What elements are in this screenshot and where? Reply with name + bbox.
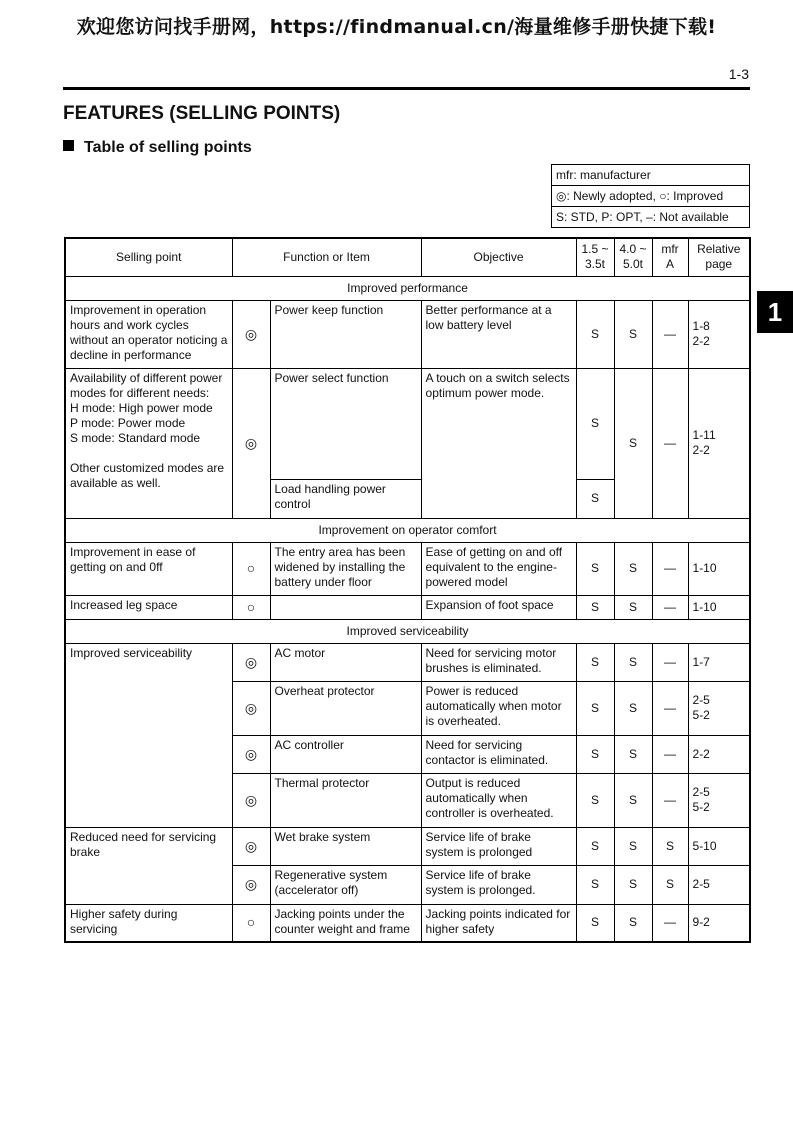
- objective-cell: Need for servicing motor brushes is eliminated.: [421, 643, 576, 681]
- objective-cell: Power is reduced automatically when motor is overheated.: [421, 681, 576, 735]
- download-banner: 欢迎您访问找手册网，https://findmanual.cn/海量维修手册快捷下载!: [76, 16, 717, 38]
- col-b-cell: S: [614, 735, 652, 773]
- col-b-cell: S: [614, 827, 652, 865]
- relative-page-cell: 5-10: [688, 827, 750, 865]
- relative-page-cell: 1-10: [688, 595, 750, 619]
- table-row: [65, 595, 750, 619]
- relative-page-cell: 1-11 2-2: [688, 368, 750, 518]
- selling-point-cell: Improved serviceability: [65, 643, 232, 827]
- table-row: [65, 300, 750, 368]
- relative-page-cell: 9-2: [688, 904, 750, 942]
- objective-cell: Service life of brake system is prolonged: [421, 827, 576, 865]
- section-comfort: Improvement on operator comfort: [65, 518, 750, 542]
- header-mfr: mfr A: [652, 238, 688, 276]
- col-b-cell: S: [614, 595, 652, 619]
- relative-page-cell: 1-7: [688, 643, 750, 681]
- function-cell: Thermal protector: [270, 773, 421, 827]
- mfr-cell: —: [652, 595, 688, 619]
- selling-point-cell: Increased leg space: [65, 595, 232, 619]
- col-b-cell: S: [614, 865, 652, 904]
- selling-point-cell: Availability of different power modes for different needs: H mode: High power mode P mode: Power mode S mode: Standard mode Other customized modes are available as well.: [65, 368, 232, 518]
- subtitle-text: Table of selling points: [84, 139, 252, 156]
- section-row: [65, 518, 750, 542]
- section-row: [65, 619, 750, 643]
- adoption-symbol: ◎: [232, 681, 270, 735]
- mfr-cell: —: [652, 643, 688, 681]
- function-cell: Overheat protector: [270, 681, 421, 735]
- col-a-cell: S: [576, 681, 614, 735]
- col-b-cell: S: [614, 904, 652, 942]
- col-a-cell: S: [576, 865, 614, 904]
- function-cell: Power keep function: [270, 300, 421, 368]
- mfr-cell: —: [652, 300, 688, 368]
- objective-cell: Expansion of foot space: [421, 595, 576, 619]
- mfr-cell: —: [652, 904, 688, 942]
- col-a-cell: S: [576, 643, 614, 681]
- col-b-cell: S: [614, 368, 652, 518]
- adoption-symbol: ○: [232, 542, 270, 595]
- adoption-symbol: ◎: [232, 735, 270, 773]
- col-a-cell: S: [576, 827, 614, 865]
- relative-page-cell: 1-10: [688, 542, 750, 595]
- table-row: [65, 542, 750, 595]
- selling-point-cell: Higher safety during servicing: [65, 904, 232, 942]
- col-b-cell: S: [614, 773, 652, 827]
- relative-page-cell: 2-5 5-2: [688, 773, 750, 827]
- function-cell: The entry area has been widened by installing the battery under floor: [270, 542, 421, 595]
- function-cell: Wet brake system: [270, 827, 421, 865]
- adoption-symbol: ◎: [232, 368, 270, 518]
- table-row: [65, 643, 750, 681]
- section-subtitle: [63, 139, 252, 157]
- col-a-cell: S: [576, 773, 614, 827]
- legend-availability: S: STD, P: OPT, –: Not available: [552, 206, 749, 227]
- objective-cell: Need for servicing contactor is eliminated.: [421, 735, 576, 773]
- function-cell: Load handling power control: [270, 479, 421, 518]
- function-cell: Regenerative system (accelerator off): [270, 865, 421, 904]
- header-rule: [63, 87, 750, 90]
- mfr-cell: —: [652, 773, 688, 827]
- legend-box: [551, 164, 750, 228]
- header-relative-page: Relative page: [688, 238, 750, 276]
- col-a-cell: S: [576, 904, 614, 942]
- relative-page-cell: 2-5: [688, 865, 750, 904]
- adoption-symbol: ◎: [232, 773, 270, 827]
- table-row: [65, 368, 750, 479]
- col-b-cell: S: [614, 542, 652, 595]
- legend-symbols: ◎: Newly adopted, ○: Improved: [552, 185, 749, 206]
- page-number: 1-3: [728, 66, 749, 82]
- adoption-symbol: ◎: [232, 865, 270, 904]
- table-header-row: [65, 238, 750, 276]
- relative-page-cell: 2-5 5-2: [688, 681, 750, 735]
- mfr-cell: —: [652, 735, 688, 773]
- function-cell: AC controller: [270, 735, 421, 773]
- col-a-cell: S: [576, 735, 614, 773]
- relative-page-cell: 2-2: [688, 735, 750, 773]
- mfr-cell: —: [652, 681, 688, 735]
- mfr-cell: —: [652, 368, 688, 518]
- adoption-symbol: ◎: [232, 827, 270, 865]
- col-b-cell: S: [614, 643, 652, 681]
- col-a-cell: S: [576, 479, 614, 518]
- mfr-cell: S: [652, 865, 688, 904]
- chapter-tab: 1: [757, 291, 793, 333]
- square-bullet-icon: [63, 140, 74, 151]
- function-cell: Jacking points under the counter weight and frame: [270, 904, 421, 942]
- objective-cell: Ease of getting on and off equivalent to the engine-powered model: [421, 542, 576, 595]
- function-cell: Power select function: [270, 368, 421, 479]
- page-title: FEATURES (SELLING POINTS): [63, 103, 341, 124]
- section-performance: Improved performance: [65, 276, 750, 300]
- table-row: [65, 904, 750, 942]
- adoption-symbol: ○: [232, 904, 270, 942]
- objective-cell: Output is reduced automatically when controller is overheated.: [421, 773, 576, 827]
- function-cell: [270, 595, 421, 619]
- header-objective: Objective: [421, 238, 576, 276]
- table-row: [65, 827, 750, 865]
- col-b-cell: S: [614, 300, 652, 368]
- header-selling-point: Selling point: [65, 238, 232, 276]
- objective-cell: Better performance at a low battery level: [421, 300, 576, 368]
- objective-cell: A touch on a switch selects optimum power mode.: [421, 368, 576, 518]
- mfr-cell: —: [652, 542, 688, 595]
- legend-mfr: mfr: manufacturer: [556, 168, 651, 182]
- header-col-b: 4.0 ~ 5.0t: [614, 238, 652, 276]
- section-row: [65, 276, 750, 300]
- selling-points-table: [64, 237, 751, 943]
- section-serviceability: Improved serviceability: [65, 619, 750, 643]
- col-a-cell: S: [576, 368, 614, 479]
- mfr-cell: S: [652, 827, 688, 865]
- col-a-cell: S: [576, 300, 614, 368]
- objective-cell: Service life of brake system is prolonged.: [421, 865, 576, 904]
- selling-point-cell: Reduced need for servicing brake: [65, 827, 232, 904]
- col-a-cell: S: [576, 595, 614, 619]
- col-a-cell: S: [576, 542, 614, 595]
- selling-point-cell: Improvement in ease of getting on and 0ff: [65, 542, 232, 595]
- header-col-a: 1.5 ~ 3.5t: [576, 238, 614, 276]
- header-function: Function or Item: [232, 238, 421, 276]
- objective-cell: Jacking points indicated for higher safety: [421, 904, 576, 942]
- adoption-symbol: ◎: [232, 300, 270, 368]
- selling-point-cell: Improvement in operation hours and work cycles without an operator noticing a decline in performance: [65, 300, 232, 368]
- adoption-symbol: ◎: [232, 643, 270, 681]
- function-cell: AC motor: [270, 643, 421, 681]
- relative-page-cell: 1-8 2-2: [688, 300, 750, 368]
- col-b-cell: S: [614, 681, 652, 735]
- adoption-symbol: ○: [232, 595, 270, 619]
